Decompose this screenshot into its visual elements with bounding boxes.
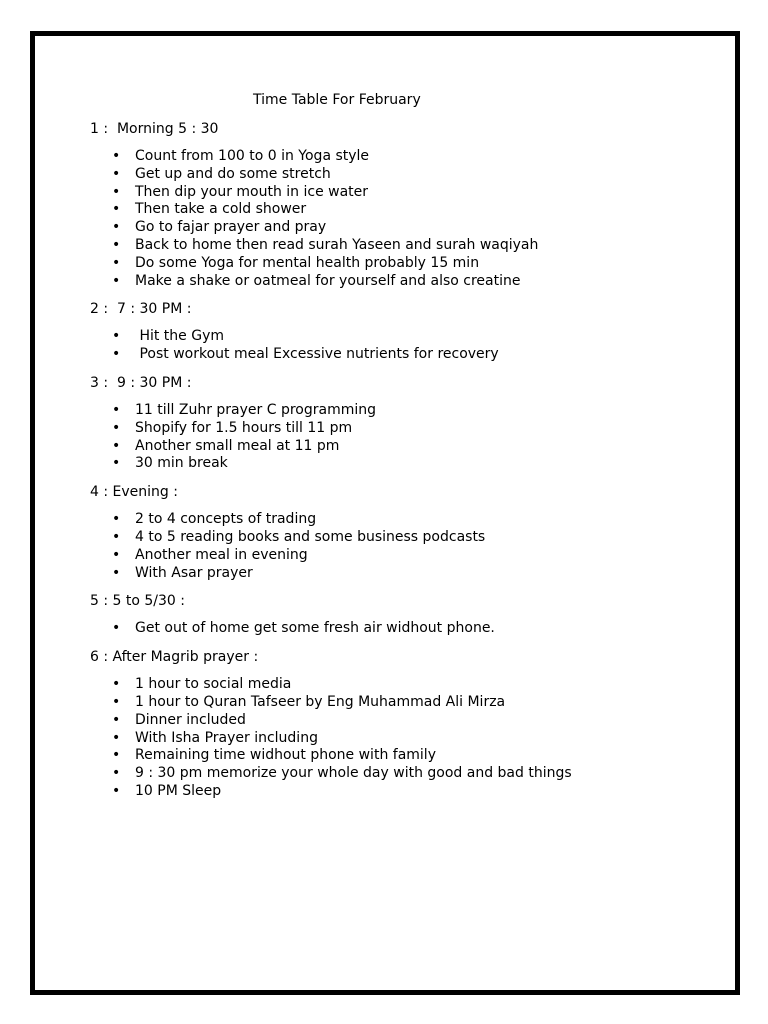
list-item	[90, 328, 710, 346]
list-item	[90, 184, 710, 202]
item-text: Do some Yoga for mental health probably 15 min	[135, 254, 480, 271]
document-title: Time Table For February	[253, 92, 421, 108]
bullet-icon: •	[112, 272, 121, 289]
list-item	[90, 511, 710, 529]
bullet-icon: •	[112, 455, 121, 472]
bullet-icon: •	[112, 236, 121, 253]
bullet-icon: •	[112, 183, 121, 200]
list-item	[90, 620, 710, 638]
bullet-icon: •	[112, 693, 121, 710]
list-item	[90, 420, 710, 438]
list-item	[90, 676, 710, 694]
document-body	[90, 120, 710, 811]
task-list	[90, 676, 710, 801]
list-item	[90, 730, 710, 748]
list-item	[90, 237, 710, 255]
list-item	[90, 747, 710, 765]
item-text: Another small meal at 11 pm	[135, 437, 340, 454]
list-item	[90, 148, 710, 166]
bullet-icon: •	[112, 782, 121, 799]
bullet-icon: •	[112, 201, 121, 218]
bullet-icon: •	[112, 511, 121, 528]
list-item	[90, 565, 710, 583]
list-item	[90, 219, 710, 237]
item-text: Shopify for 1.5 hours till 11 pm	[135, 419, 353, 436]
item-text: Post workout meal Excessive nutrients for recovery	[135, 346, 499, 363]
item-text: Get up and do some stretch	[135, 165, 331, 182]
section-evening	[90, 483, 710, 582]
bullet-icon: •	[112, 401, 121, 418]
task-list	[90, 511, 710, 582]
task-list	[90, 620, 710, 638]
item-text: Remaining time widhout phone with family	[135, 747, 436, 764]
item-text: 1 hour to social media	[135, 676, 292, 693]
bullet-icon: •	[112, 747, 121, 764]
bullet-icon: •	[112, 219, 121, 236]
list-item	[90, 402, 710, 420]
list-item	[90, 712, 710, 730]
item-text: Count from 100 to 0 in Yoga style	[135, 148, 370, 164]
bullet-icon: •	[112, 729, 121, 746]
item-text: 4 to 5 reading books and some business podcasts	[135, 528, 486, 545]
section-fresh-air	[90, 592, 710, 638]
item-text: Back to home then read surah Yaseen and surah waqiyah	[135, 236, 539, 253]
list-item	[90, 273, 710, 291]
section-heading: 3 : 9 : 30 PM :	[90, 374, 192, 391]
bullet-icon: •	[112, 564, 121, 581]
section-heading: 1 : Morning 5 : 30	[90, 121, 219, 137]
bullet-icon: •	[112, 165, 121, 182]
bullet-icon: •	[112, 254, 121, 271]
bullet-icon: •	[112, 437, 121, 454]
list-item	[90, 765, 710, 783]
section-heading: 2 : 7 : 30 PM :	[90, 301, 192, 318]
item-text: Make a shake or oatmeal for yourself and also creatine	[135, 272, 521, 289]
section-heading: 4 : Evening :	[90, 484, 178, 501]
item-text: 11 till Zuhr prayer C programming	[135, 401, 377, 418]
task-list	[90, 328, 710, 364]
item-text: Then dip your mouth in ice water	[135, 183, 369, 200]
section-heading: 5 : 5 to 5/30 :	[90, 593, 185, 610]
item-text: Hit the Gym	[135, 328, 225, 345]
section-after-magrib	[90, 648, 710, 801]
item-text: 1 hour to Quran Tafseer by Eng Muhammad Ali Mirza	[135, 693, 506, 710]
item-text: With Asar prayer	[135, 564, 253, 581]
bullet-icon: •	[112, 765, 121, 782]
list-item	[90, 346, 710, 364]
list-item	[90, 455, 710, 473]
list-item	[90, 166, 710, 184]
item-text: Dinner included	[135, 711, 246, 728]
list-item	[90, 547, 710, 565]
list-item	[90, 694, 710, 712]
list-item	[90, 438, 710, 456]
section-work	[90, 374, 710, 473]
bullet-icon: •	[112, 346, 121, 363]
section-morning	[90, 120, 710, 290]
bullet-icon: •	[112, 546, 121, 563]
item-text: 10 PM Sleep	[135, 782, 222, 799]
item-text: Go to fajar prayer and pray	[135, 219, 327, 236]
list-item	[90, 529, 710, 547]
bullet-icon: •	[112, 148, 121, 164]
bullet-icon: •	[112, 620, 121, 637]
section-gym	[90, 300, 710, 364]
item-text: Get out of home get some fresh air widhout phone.	[135, 620, 495, 637]
list-item	[90, 255, 710, 273]
item-text: 30 min break	[135, 455, 228, 472]
task-list	[90, 148, 710, 290]
item-text: Then take a cold shower	[135, 201, 307, 218]
bullet-icon: •	[112, 711, 121, 728]
bullet-icon: •	[112, 676, 121, 693]
list-item	[90, 201, 710, 219]
item-text: 9 : 30 pm memorize your whole day with good and bad things	[135, 765, 572, 782]
item-text: Another meal in evening	[135, 546, 308, 563]
item-text: With Isha Prayer including	[135, 729, 318, 746]
item-text: 2 to 4 concepts of trading	[135, 511, 317, 528]
list-item	[90, 783, 710, 801]
bullet-icon: •	[112, 528, 121, 545]
section-heading: 6 : After Magrib prayer :	[90, 649, 259, 666]
bullet-icon: •	[112, 419, 121, 436]
bullet-icon: •	[112, 328, 121, 345]
task-list	[90, 402, 710, 473]
